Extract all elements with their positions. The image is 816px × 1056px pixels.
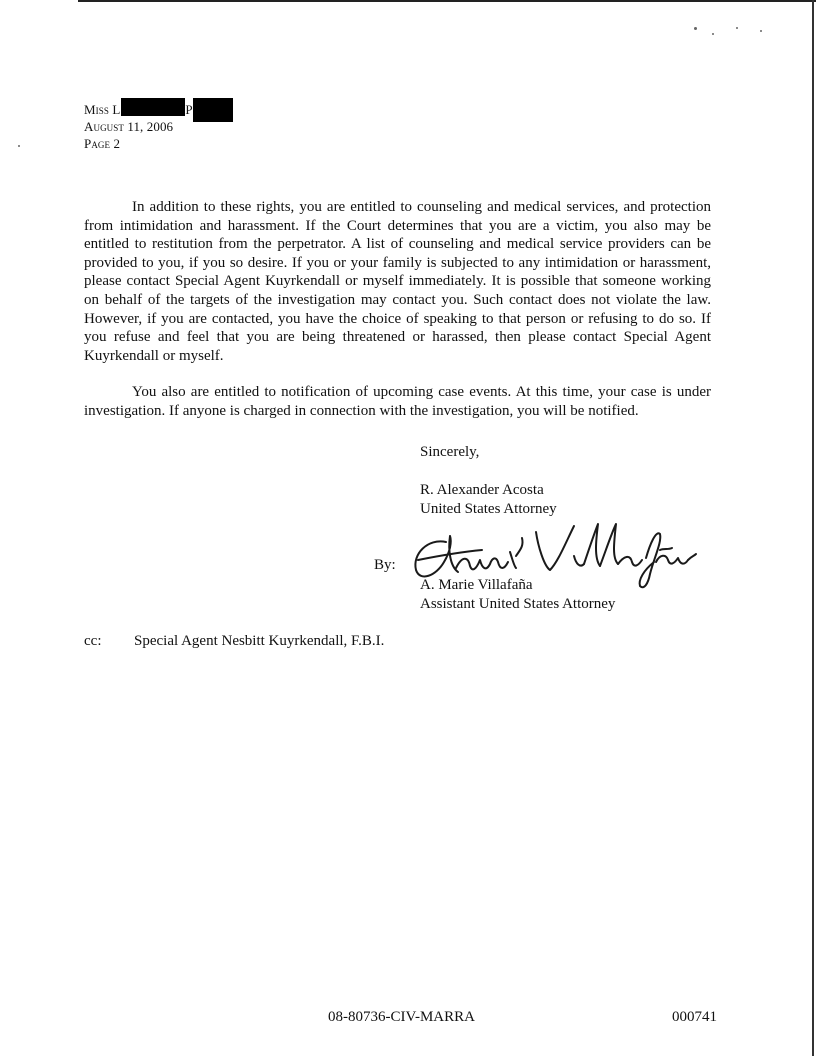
signer-block bbox=[420, 481, 557, 519]
recipient-prefix: Miss L bbox=[84, 102, 121, 117]
ausa-title: Assistant United States Attorney bbox=[420, 596, 616, 612]
closing-salutation: Sincerely, bbox=[420, 444, 480, 460]
body-paragraph-notification: You also are entitled to notification of upcoming case events. At this time, your case is under investigation. If anyone is charged in connection with the investigation, you will be notified. bbox=[84, 384, 711, 419]
page-label: Page 2 bbox=[84, 136, 121, 151]
cc-line bbox=[84, 633, 384, 650]
scan-right-edge bbox=[812, 0, 814, 1056]
scan-speck bbox=[18, 145, 20, 147]
recipient-initial: P bbox=[185, 102, 193, 117]
scan-top-edge bbox=[78, 0, 816, 2]
recipient-line bbox=[84, 101, 233, 118]
footer-case-number: 08-80736-CIV-MARRA bbox=[328, 1009, 475, 1025]
signer-name: R. Alexander Acosta bbox=[420, 482, 544, 498]
cc-label: cc: bbox=[84, 633, 102, 649]
letter-date: August 11, 2006 bbox=[84, 119, 174, 134]
signer-title: United States Attorney bbox=[420, 501, 557, 517]
body-paragraph-rights: In addition to these rights, you are entitled to counseling and medical services, and protection from intimidation and harassment. If the Court determines that you are a victim, you also may be entitled to restitution from the perpetrator. A list of counseling and medical service providers can be provided to you, if you so desire. If you or your family is subjected to any intimidation or harassment, please contact Special Agent Kuyrkendall or myself immediately. It is possible that someone working on behalf of the targets of the investigation may contact you. Such contact does not violate the law. However, if you are contacted, you have the choice of speaking to that person or refusing to do so. If you refuse and feel that you are being threatened or harassed, then please contact Special Agent Kuyrkendall or myself. bbox=[84, 199, 711, 364]
scan-speck bbox=[760, 30, 762, 32]
redaction-box bbox=[121, 98, 185, 116]
redaction-box bbox=[193, 98, 233, 122]
scan-speck bbox=[736, 27, 738, 29]
letter-header bbox=[84, 101, 233, 152]
by-label: By: bbox=[374, 557, 396, 573]
ausa-block bbox=[420, 576, 615, 614]
footer-bates-number: 000741 bbox=[672, 1009, 717, 1025]
cc-recipient: Special Agent Nesbitt Kuyrkendall, F.B.I. bbox=[134, 633, 385, 649]
letter-body bbox=[84, 198, 711, 421]
scan-speck bbox=[694, 27, 697, 30]
scan-speck bbox=[712, 33, 714, 35]
ausa-name: A. Marie Villafaña bbox=[420, 577, 533, 593]
